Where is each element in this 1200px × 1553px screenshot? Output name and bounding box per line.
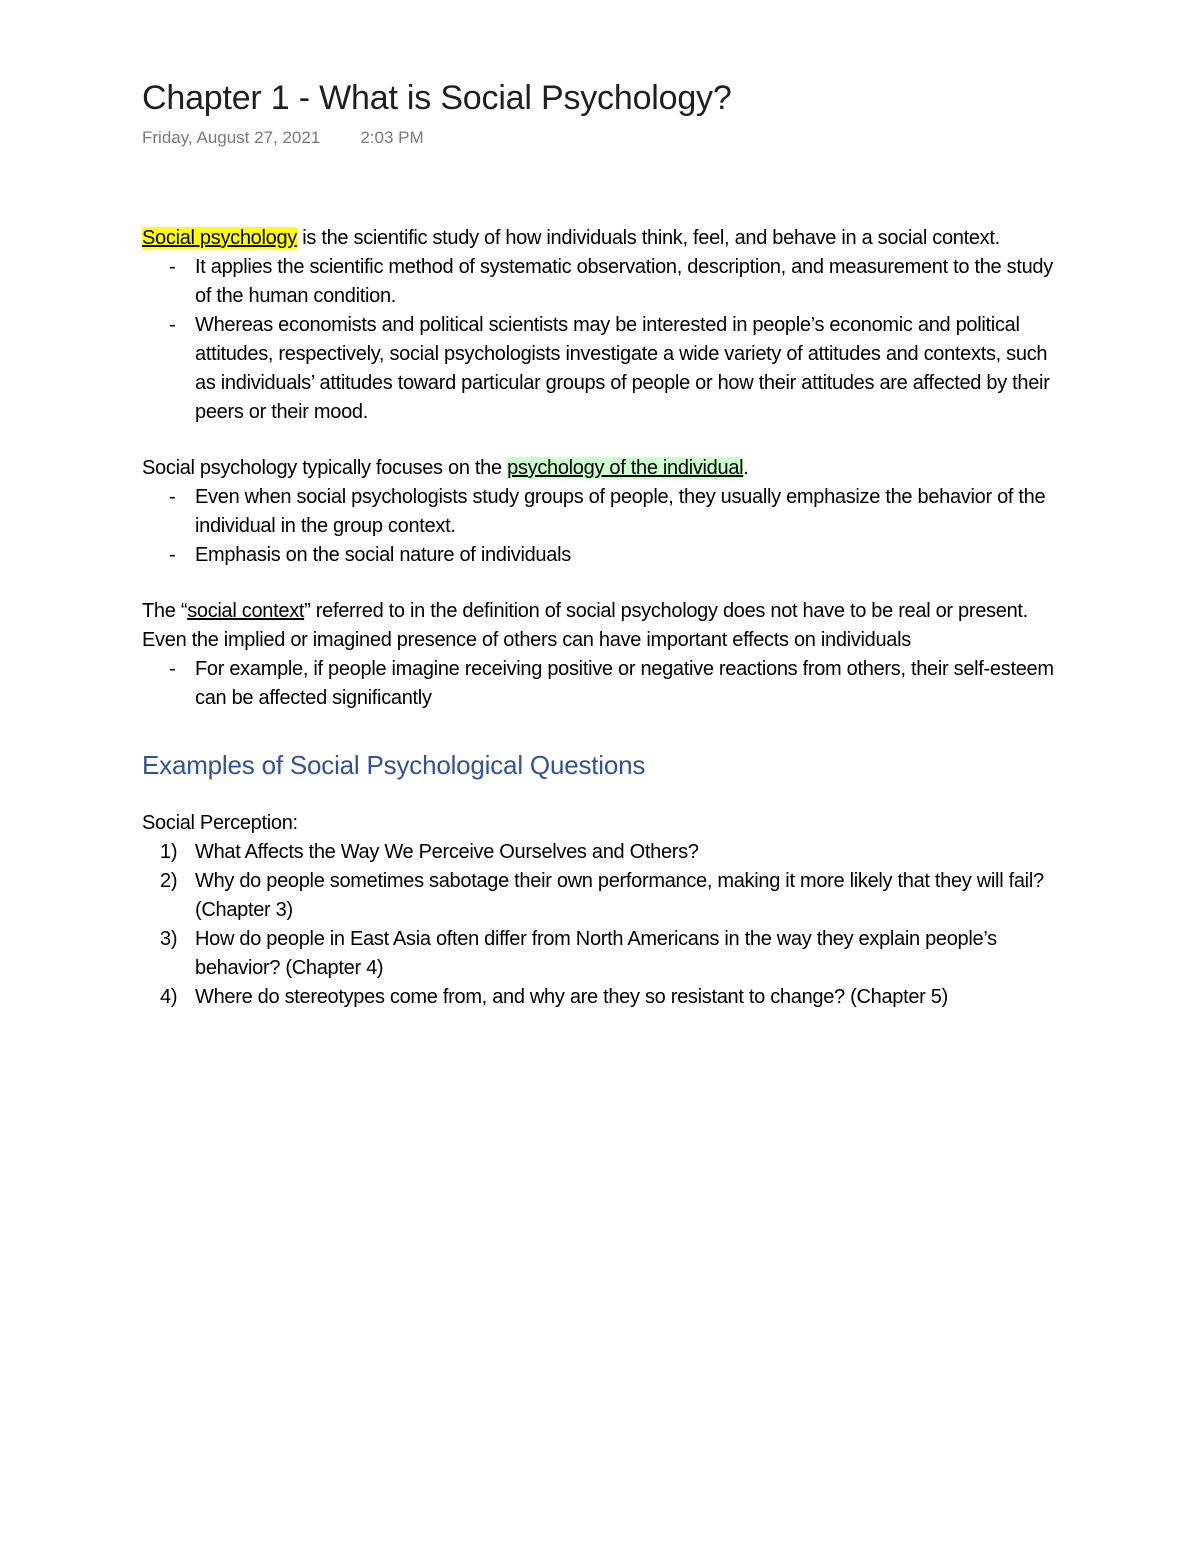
social-perception-label: Social Perception: xyxy=(142,812,298,834)
note-body xyxy=(142,224,1062,1012)
list-item: - Emphasis on the social nature of individuals xyxy=(142,541,1062,570)
context-text-before: The “ xyxy=(142,600,188,622)
list-item xyxy=(142,838,1062,867)
note-date: Friday, August 27, 2021 xyxy=(142,128,321,147)
list-item: - Whereas economists and political scientists may be interested in people’s economic and political attitudes, respectively, social psychologists investigate a wide variety of attitudes and contexts, such as individuals’ attitudes toward particular groups of people or how their attitudes are affected by their peers or their mood. xyxy=(142,311,1062,427)
list-item xyxy=(142,867,1062,925)
focus-bullet-list xyxy=(142,483,1062,570)
list-item-text: Why do people sometimes sabotage their own performance, making it more likely that they will fail? (Chapter 3) xyxy=(195,870,1044,921)
list-number: 4) xyxy=(160,986,178,1008)
context-text-after: ” referred to in the definition of social psychology does not have to be real or present. Even the implied or imagined presence of others can have important effects on individuals xyxy=(142,600,1028,651)
note-time: 2:03 PM xyxy=(360,128,424,147)
focus-text-before: Social psychology typically focuses on the xyxy=(142,457,508,479)
list-number: 1) xyxy=(160,841,178,863)
highlighted-term-social-psychology: Social psychology xyxy=(142,227,297,249)
list-item: - Even when social psychologists study groups of people, they usually emphasize the behavior of the individual in the group context. xyxy=(142,483,1062,541)
context-paragraph xyxy=(142,597,1062,655)
social-perception-list xyxy=(142,838,1062,1012)
definition-text: is the scientific study of how individuals think, feel, and behave in a social context. xyxy=(297,227,1000,249)
highlighted-term-psychology-of-individual: psychology of the individual xyxy=(507,457,744,479)
note-page xyxy=(142,76,1062,1012)
definition-bullet-list xyxy=(142,253,1062,427)
list-item-text: How do people in East Asia often differ from North Americans in the way they explain people’s behavior? (Chapter 4) xyxy=(195,928,997,979)
context-bullet-list xyxy=(142,655,1062,713)
list-item-text: What Affects the Way We Perceive Ourselves and Others? xyxy=(195,841,699,863)
list-item xyxy=(142,983,1062,1012)
list-item: - It applies the scientific method of systematic observation, description, and measurement to the study of the human condition. xyxy=(142,253,1062,311)
underlined-term-social-context: social context xyxy=(187,600,305,622)
list-number: 3) xyxy=(160,928,178,950)
list-number: 2) xyxy=(160,870,178,892)
definition-paragraph xyxy=(142,224,1062,253)
focus-text-after: . xyxy=(743,457,749,479)
list-item: - For example, if people imagine receiving positive or negative reactions from others, their self-esteem can be affected significantly xyxy=(142,655,1062,713)
focus-paragraph xyxy=(142,454,1062,483)
note-timestamp xyxy=(142,126,1062,150)
list-item xyxy=(142,925,1062,983)
list-item-text: Where do stereotypes come from, and why are they so resistant to change? (Chapter 5) xyxy=(195,986,948,1008)
page-title: Chapter 1 - What is Social Psychology? xyxy=(142,79,732,117)
section-heading-examples: Examples of Social Psychological Questions xyxy=(142,750,646,780)
